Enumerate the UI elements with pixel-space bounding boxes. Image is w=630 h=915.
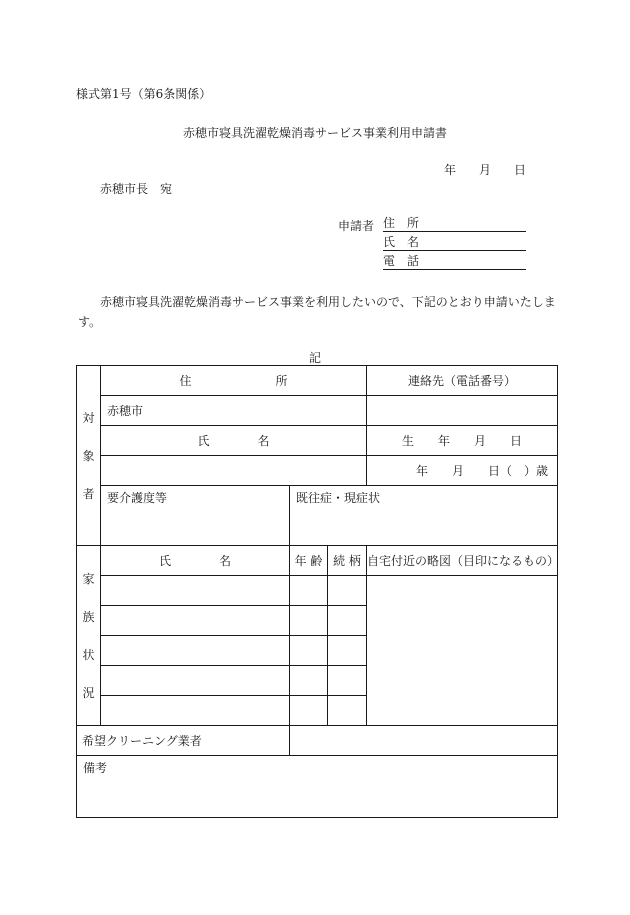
contact-input[interactable] bbox=[367, 396, 558, 426]
application-statement: 赤穂市寝具洗濯乾燥消毒サービス事業を利用したいので、下記のとおり申請いたします。 bbox=[78, 295, 556, 329]
applicant-address-label: 住 所 bbox=[383, 216, 420, 230]
subject-name-input[interactable] bbox=[101, 456, 367, 486]
cleaner-input[interactable] bbox=[290, 726, 558, 756]
relation-header: 続 柄 bbox=[328, 546, 367, 576]
address-input[interactable] bbox=[101, 396, 367, 426]
family-age-input[interactable] bbox=[290, 696, 328, 726]
applicant-heading: 申請者 bbox=[338, 219, 375, 233]
care-level-label: 要介護度等 bbox=[107, 491, 168, 505]
addressee: 赤穂市長 宛 bbox=[100, 182, 173, 196]
family-relation-input[interactable] bbox=[328, 696, 367, 726]
family-label: 家 族 状 況 bbox=[77, 546, 101, 726]
applicant-name-label: 氏 名 bbox=[383, 235, 420, 249]
family-relation-input[interactable] bbox=[328, 666, 367, 696]
medical-history-field[interactable] bbox=[290, 486, 558, 546]
ki-heading: 記 bbox=[308, 351, 321, 365]
family-name-input[interactable] bbox=[101, 636, 290, 666]
remarks-field[interactable] bbox=[77, 756, 558, 818]
city-prefix: 赤穂市 bbox=[107, 404, 144, 418]
contact-header: 連絡先（電話番号） bbox=[367, 366, 558, 396]
family-name-input[interactable] bbox=[101, 576, 290, 606]
date-day: 日 bbox=[514, 163, 527, 177]
applicant-phone-label: 電 話 bbox=[383, 254, 420, 268]
document-title: 赤穂市寝具洗濯乾燥消毒サービス事業利用申請書 bbox=[182, 126, 447, 140]
birthdate-format: 年 月 日（ ）歳 bbox=[416, 464, 549, 478]
date-month: 月 bbox=[479, 163, 492, 177]
family-age-input[interactable] bbox=[290, 636, 328, 666]
date-year: 年 bbox=[444, 163, 457, 177]
family-age-input[interactable] bbox=[290, 606, 328, 636]
cleaner-label: 希望クリーニング業者 bbox=[77, 726, 290, 756]
address-header: 住 所 bbox=[101, 366, 367, 396]
family-name-input[interactable] bbox=[101, 666, 290, 696]
applicant-phone-field[interactable] bbox=[383, 252, 526, 270]
family-name-input[interactable] bbox=[101, 606, 290, 636]
family-name-header: 氏 名 bbox=[101, 546, 290, 576]
family-name-input[interactable] bbox=[101, 696, 290, 726]
map-area[interactable] bbox=[367, 576, 558, 726]
family-relation-input[interactable] bbox=[328, 606, 367, 636]
medical-history-label: 既往症・現症状 bbox=[296, 491, 381, 505]
care-level-field[interactable] bbox=[101, 486, 290, 546]
form-number: 様式第1号（第6条関係） bbox=[76, 87, 212, 101]
family-relation-input[interactable] bbox=[328, 636, 367, 666]
map-header: 自宅付近の略図（目印になるもの） bbox=[367, 546, 558, 576]
age-header: 年 齢 bbox=[290, 546, 328, 576]
remarks-label: 備考 bbox=[83, 761, 108, 775]
birthdate-input[interactable] bbox=[367, 456, 558, 486]
date-line bbox=[444, 161, 526, 178]
subject-label: 対 象 者 bbox=[77, 366, 101, 546]
family-relation-input[interactable] bbox=[328, 576, 367, 606]
applicant-address-field[interactable] bbox=[383, 214, 526, 232]
family-age-input[interactable] bbox=[290, 576, 328, 606]
application-table bbox=[76, 365, 558, 818]
applicant-name-field[interactable] bbox=[383, 233, 526, 251]
family-age-input[interactable] bbox=[290, 666, 328, 696]
birthdate-header: 生 年 月 日 bbox=[367, 426, 558, 456]
subject-name-header: 氏 名 bbox=[101, 426, 367, 456]
